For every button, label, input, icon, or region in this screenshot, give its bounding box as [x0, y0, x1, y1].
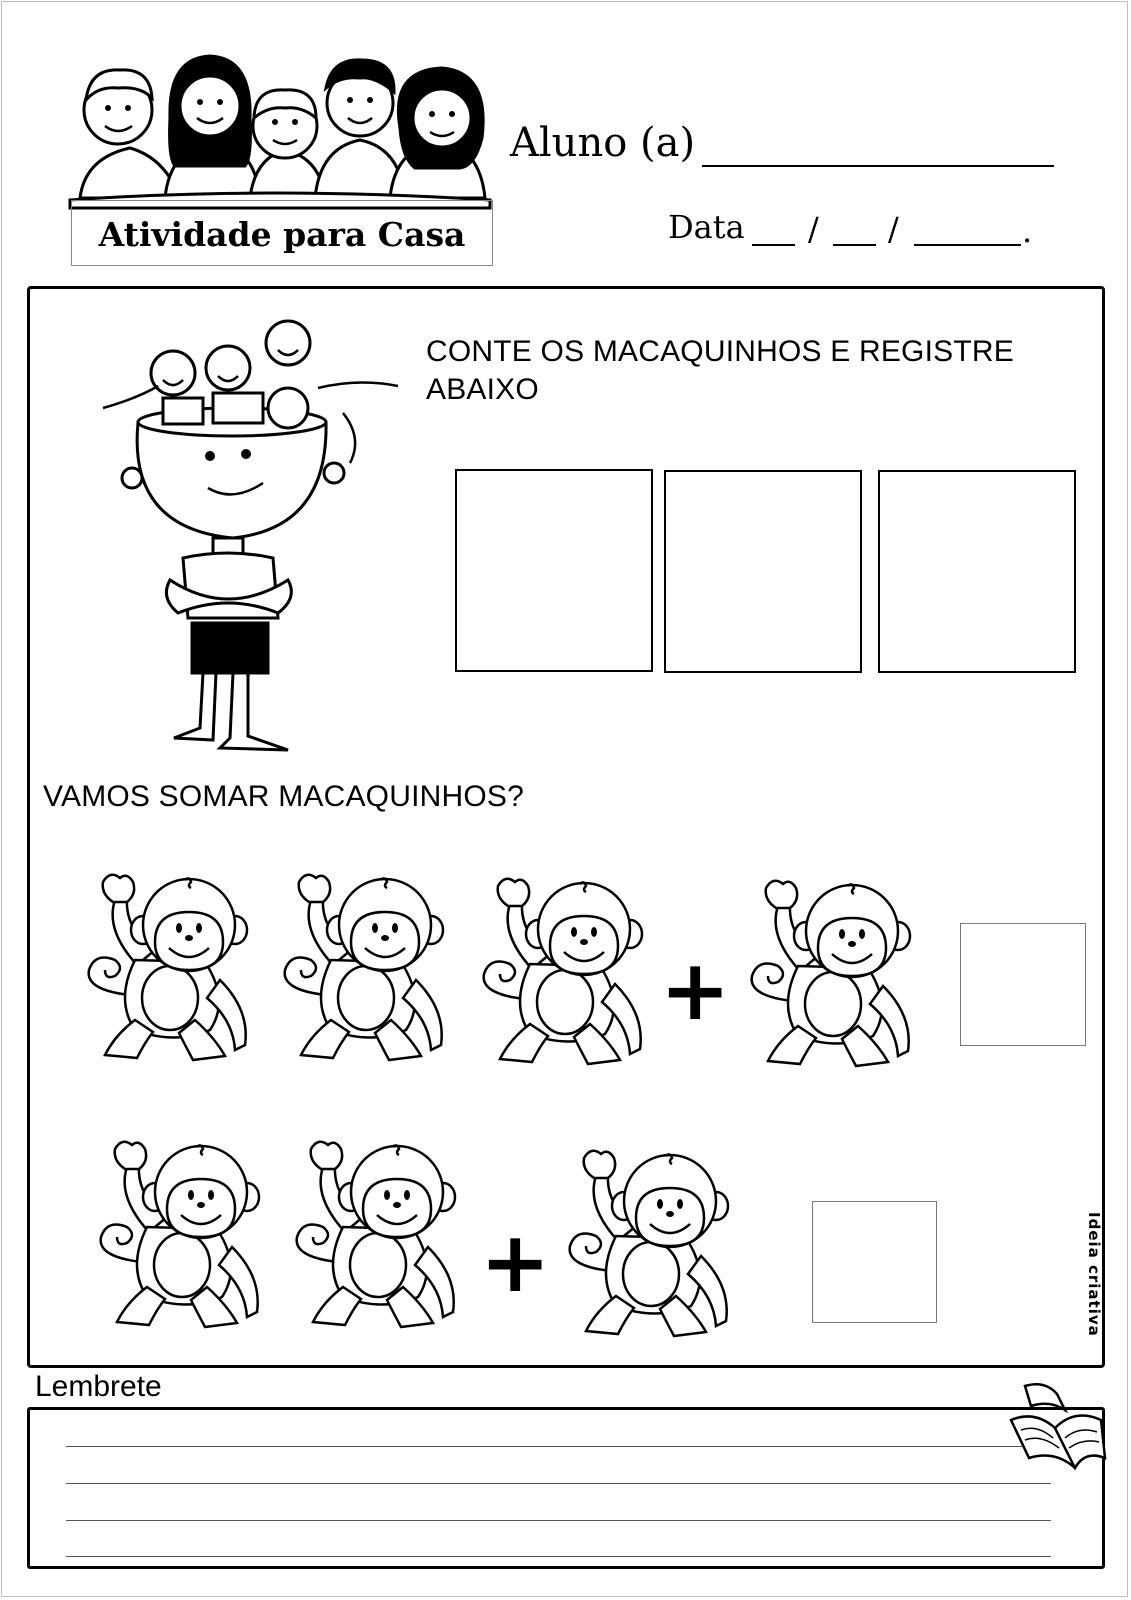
- count-answer-box[interactable]: [878, 470, 1076, 673]
- open-book-icon: [1005, 1380, 1111, 1472]
- count-answer-box[interactable]: [664, 470, 862, 673]
- date-year-line[interactable]: [914, 244, 1021, 246]
- reminder-line[interactable]: [66, 1483, 1051, 1484]
- date-separator: /: [808, 210, 819, 248]
- monkey-icon: [283, 1137, 463, 1332]
- date-day-line[interactable]: [752, 244, 795, 246]
- plus-sign: +: [480, 1213, 551, 1311]
- sum-instruction: VAMOS SOMAR MACAQUINHOS?: [43, 780, 524, 813]
- count-instruction: CONTE OS MACAQUINHOS E REGISTRE ABAIXO: [426, 335, 1014, 406]
- reminder-line[interactable]: [66, 1520, 1051, 1521]
- reminder-line[interactable]: [66, 1446, 1051, 1447]
- date-separator: /: [888, 210, 899, 248]
- sum-answer-box[interactable]: [960, 923, 1086, 1046]
- banner-title: Atividade para Casa: [98, 215, 466, 254]
- monkey-icon: [75, 870, 255, 1065]
- student-name-line[interactable]: [702, 165, 1054, 167]
- student-label: Aluno (a): [510, 120, 696, 166]
- children-group-icon: [70, 48, 495, 208]
- plus-sign: +: [660, 941, 731, 1039]
- monkey-icon: [271, 870, 451, 1065]
- date-label: Data: [668, 208, 745, 246]
- reminder-label: Lembrete: [35, 1370, 162, 1403]
- date-end: .: [1022, 212, 1033, 250]
- monkey-icon: [556, 1146, 736, 1341]
- date-month-line[interactable]: [833, 244, 876, 246]
- boy-with-monkeys-icon: [88, 318, 418, 768]
- count-answer-box[interactable]: [455, 469, 653, 672]
- reminder-line[interactable]: [66, 1556, 1051, 1557]
- monkey-icon: [738, 876, 918, 1071]
- monkey-icon: [87, 1137, 267, 1332]
- banner-box: [71, 200, 493, 266]
- monkey-icon: [470, 874, 650, 1069]
- sum-answer-box[interactable]: [812, 1201, 937, 1323]
- watermark: Ideia criativa: [1085, 1212, 1103, 1337]
- reminder-frame: [27, 1407, 1105, 1569]
